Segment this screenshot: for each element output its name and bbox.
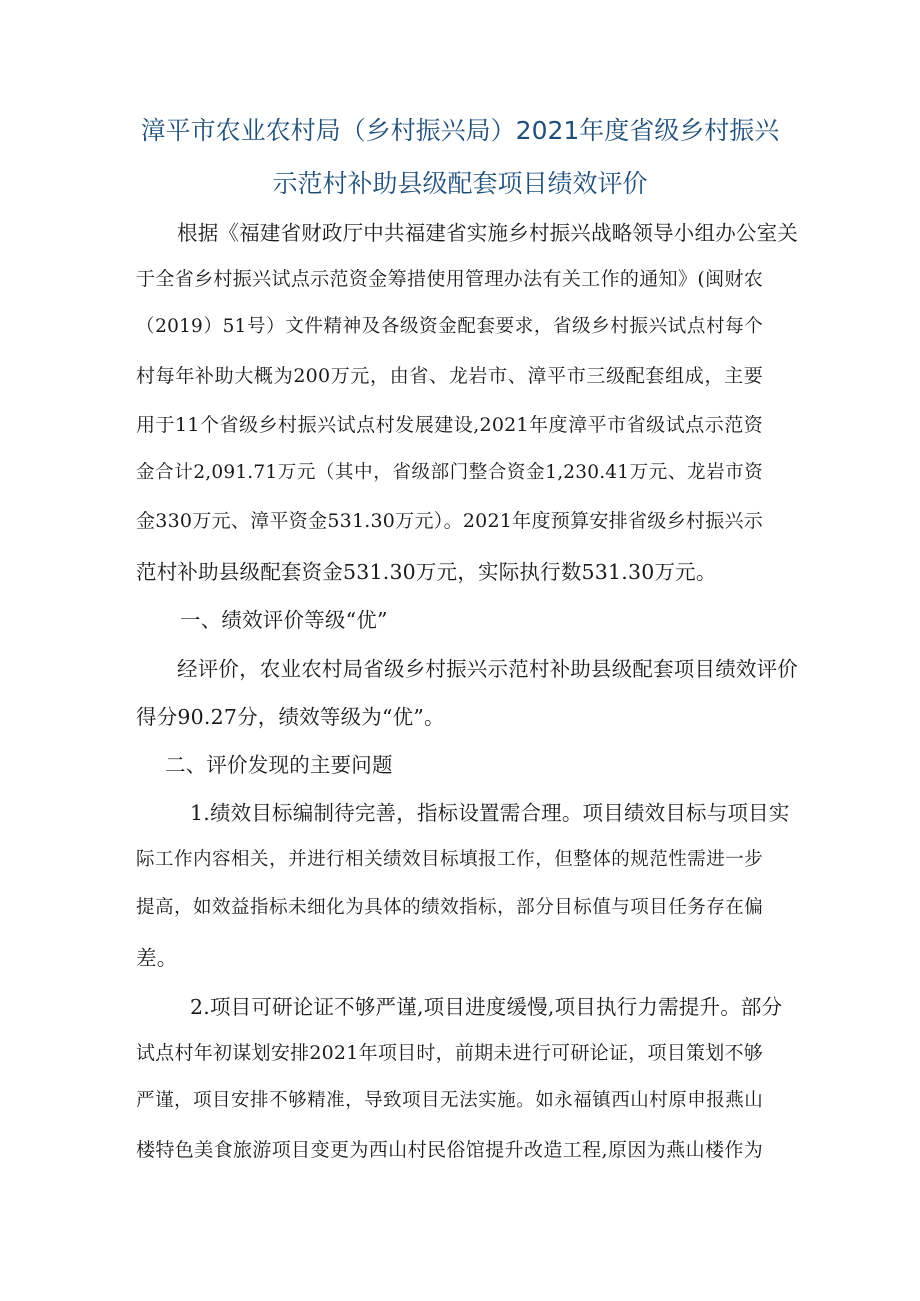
paragraph-line: 2.项目可研论证不够严谨,项目进度缓慢,项目执行力需提升。部分	[190, 995, 783, 1019]
paragraph-line: 差。	[136, 946, 178, 970]
paragraph-line: 根据《福建省财政厅中共福建省实施乡村振兴战略领导小组办公室关	[177, 221, 798, 245]
document-title-line-2: 示范村补助县级配套项目绩效评价	[272, 169, 648, 198]
paragraph-line: 村每年补助大概为200万元，由省、龙岩市、漳平市三级配套组成，主要	[136, 365, 763, 387]
paragraph-line: 用于11个省级乡村振兴试点村发展建设,2021年度漳平市省级试点示范资	[136, 414, 763, 436]
paragraph-line: 金合计2,091.71万元（其中，省级部门整合资金1,230.41万元、龙岩市资	[136, 462, 763, 483]
paragraph-line: 提高，如效益指标未细化为具体的绩效指标，部分目标值与项目任务存在偏	[136, 897, 763, 918]
paragraph-line: 经评价，农业农村局省级乡村振兴示范村补助县级配套项目绩效评价	[177, 657, 798, 681]
paragraph-line: 严谨，项目安排不够精准，导致项目无法实施。如永福镇西山村原申报燕山	[136, 1090, 763, 1111]
paragraph-line: 楼特色美食旅游项目变更为西山村民俗馆提升改造工程,原因为燕山楼作为	[136, 1139, 763, 1161]
paragraph-line: 于全省乡村振兴试点示范资金筹措使用管理办法有关工作的通知》(闽财农	[136, 268, 763, 290]
document-title-line-1: 漳平市农业农村局（乡村振兴局）2021年度省级乡村振兴	[140, 116, 780, 145]
paragraph-line: 金330万元、漳平资金531.30万元）。2021年度预算安排省级乡村振兴示	[136, 510, 763, 532]
paragraph-line: 1.绩效目标编制待完善，指标设置需合理。项目绩效目标与项目实	[190, 801, 790, 825]
paragraph-line: 试点村年初谋划安排2021年项目时，前期未进行可研论证，项目策划不够	[136, 1042, 763, 1064]
section-heading: 一、绩效评价等级“优”	[180, 608, 388, 632]
paragraph-line: 际工作内容相关，并进行相关绩效目标填报工作，但整体的规范性需进一步	[136, 849, 763, 870]
section-heading: 二、评价发现的主要问题	[165, 753, 393, 777]
paragraph-line: （2019）51号）文件精神及各级资金配套要求，省级乡村振兴试点村每个	[136, 316, 763, 337]
paragraph-line: 范村补助县级配套资金531.30万元，实际执行数531.30万元。	[136, 560, 717, 584]
paragraph-line: 得分90.27分，绩效等级为“优”。	[136, 705, 445, 729]
